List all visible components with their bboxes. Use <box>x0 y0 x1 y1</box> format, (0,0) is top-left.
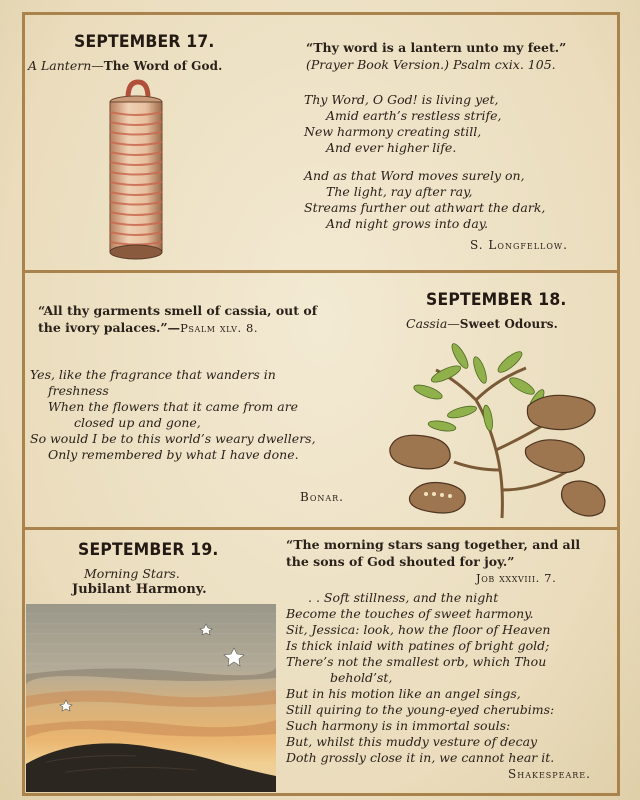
subtitle-blackletter: The Word of God. <box>103 59 223 73</box>
poem-line: But, whilst this muddy vesture of decay <box>286 734 538 749</box>
poem-line: Still quiring to the young-eyed cherubims: <box>286 702 555 717</box>
entry-heading: SEPTEMBER 18. <box>426 290 567 310</box>
poem-line: Amid earth’s restless strife, <box>326 108 502 123</box>
entry-subtitle-italic: Morning Stars. <box>84 566 180 581</box>
poem-line: Such harmony is in immortal souls: <box>286 718 511 733</box>
poem-line: Doth grossly close it in, we cannot hear it. <box>286 750 555 765</box>
poem-line: Only remembered by what I have done. <box>48 447 299 462</box>
poem-line: So would I be to this world’s weary dwellers, <box>30 431 316 446</box>
poem-line: New harmony creating still, <box>304 124 482 139</box>
stanza-break <box>304 156 545 168</box>
entry-subtitle-blackletter: Jubilant Harmony. <box>72 582 207 597</box>
poem-line: The light, ray after ray, <box>326 184 473 199</box>
cassia-illustration <box>376 340 612 520</box>
entry-author: S. Longfellow. <box>470 238 568 252</box>
poem-line: There’s not the smallest orb, which Thou <box>286 654 547 669</box>
epigraph-line: the sons of God shouted for joy.” <box>286 554 515 569</box>
entry-subtitle <box>406 316 558 331</box>
poem-line: Is thick inlaid with patines of bright gold; <box>286 638 550 653</box>
entry-poem <box>286 590 554 766</box>
morning-stars-illustration <box>26 604 276 792</box>
epigraph-reference: Psalm xlv. 8. <box>180 321 259 335</box>
entry-september-19 <box>24 532 620 794</box>
poem-line: Sit, Jessica: look, how the floor of Heaven <box>286 622 551 637</box>
poem-line: But in his motion like an angel sings, <box>286 686 521 701</box>
epigraph-line: the ivory palaces.”— <box>38 320 181 335</box>
poem-line: Yes, like the fragrance that wanders in <box>30 367 276 382</box>
epigraph-reference: (Prayer Book Version.) Psalm cxix. 105. <box>306 57 556 72</box>
poem-line: closed up and gone, <box>74 415 201 430</box>
poem-line: Streams further out athwart the dark, <box>304 200 546 215</box>
entry-author: Bonar. <box>300 490 344 504</box>
entry-epigraph <box>306 39 566 73</box>
poem-line: And as that Word moves surely on, <box>304 168 525 183</box>
lantern-illustration <box>98 76 174 268</box>
subtitle-italic: A Lantern— <box>28 58 104 73</box>
poem-line: When the flowers that it came from are <box>48 399 299 414</box>
entry-epigraph <box>38 302 317 337</box>
entry-heading: SEPTEMBER 19. <box>78 540 219 560</box>
poem-line: And ever higher life. <box>326 140 457 155</box>
poem-line: Thy Word, O God! is living yet, <box>304 92 499 107</box>
divider-1 <box>22 270 620 273</box>
poem-line: Become the touches of sweet harmony. <box>286 606 534 621</box>
poem-line: And night grows into day. <box>326 216 489 231</box>
epigraph-line: “All thy garments smell of cassia, out of <box>38 303 318 318</box>
divider-2 <box>22 527 620 530</box>
entry-subtitle <box>28 58 222 73</box>
subtitle-blackletter: Sweet Odours. <box>459 317 558 331</box>
epigraph-reference: Job xxxviii. 7. <box>476 571 557 585</box>
poem-line: freshness <box>48 383 109 398</box>
entry-poem <box>304 92 545 232</box>
entry-poem <box>30 367 316 463</box>
entry-epigraph <box>286 536 580 587</box>
poem-line: . . Soft stillness, and the night <box>308 590 499 605</box>
epigraph-line: “The morning stars sang together, and all <box>286 537 581 552</box>
epigraph-quote: “Thy word is a lantern unto my feet.” <box>306 40 567 55</box>
entry-september-18 <box>24 276 620 524</box>
subtitle-italic: Cassia— <box>406 316 460 331</box>
entry-september-17 <box>24 14 620 268</box>
poem-line: behold’st, <box>330 670 393 685</box>
entry-author: Shakespeare. <box>508 767 591 781</box>
entry-heading: SEPTEMBER 17. <box>74 32 215 52</box>
